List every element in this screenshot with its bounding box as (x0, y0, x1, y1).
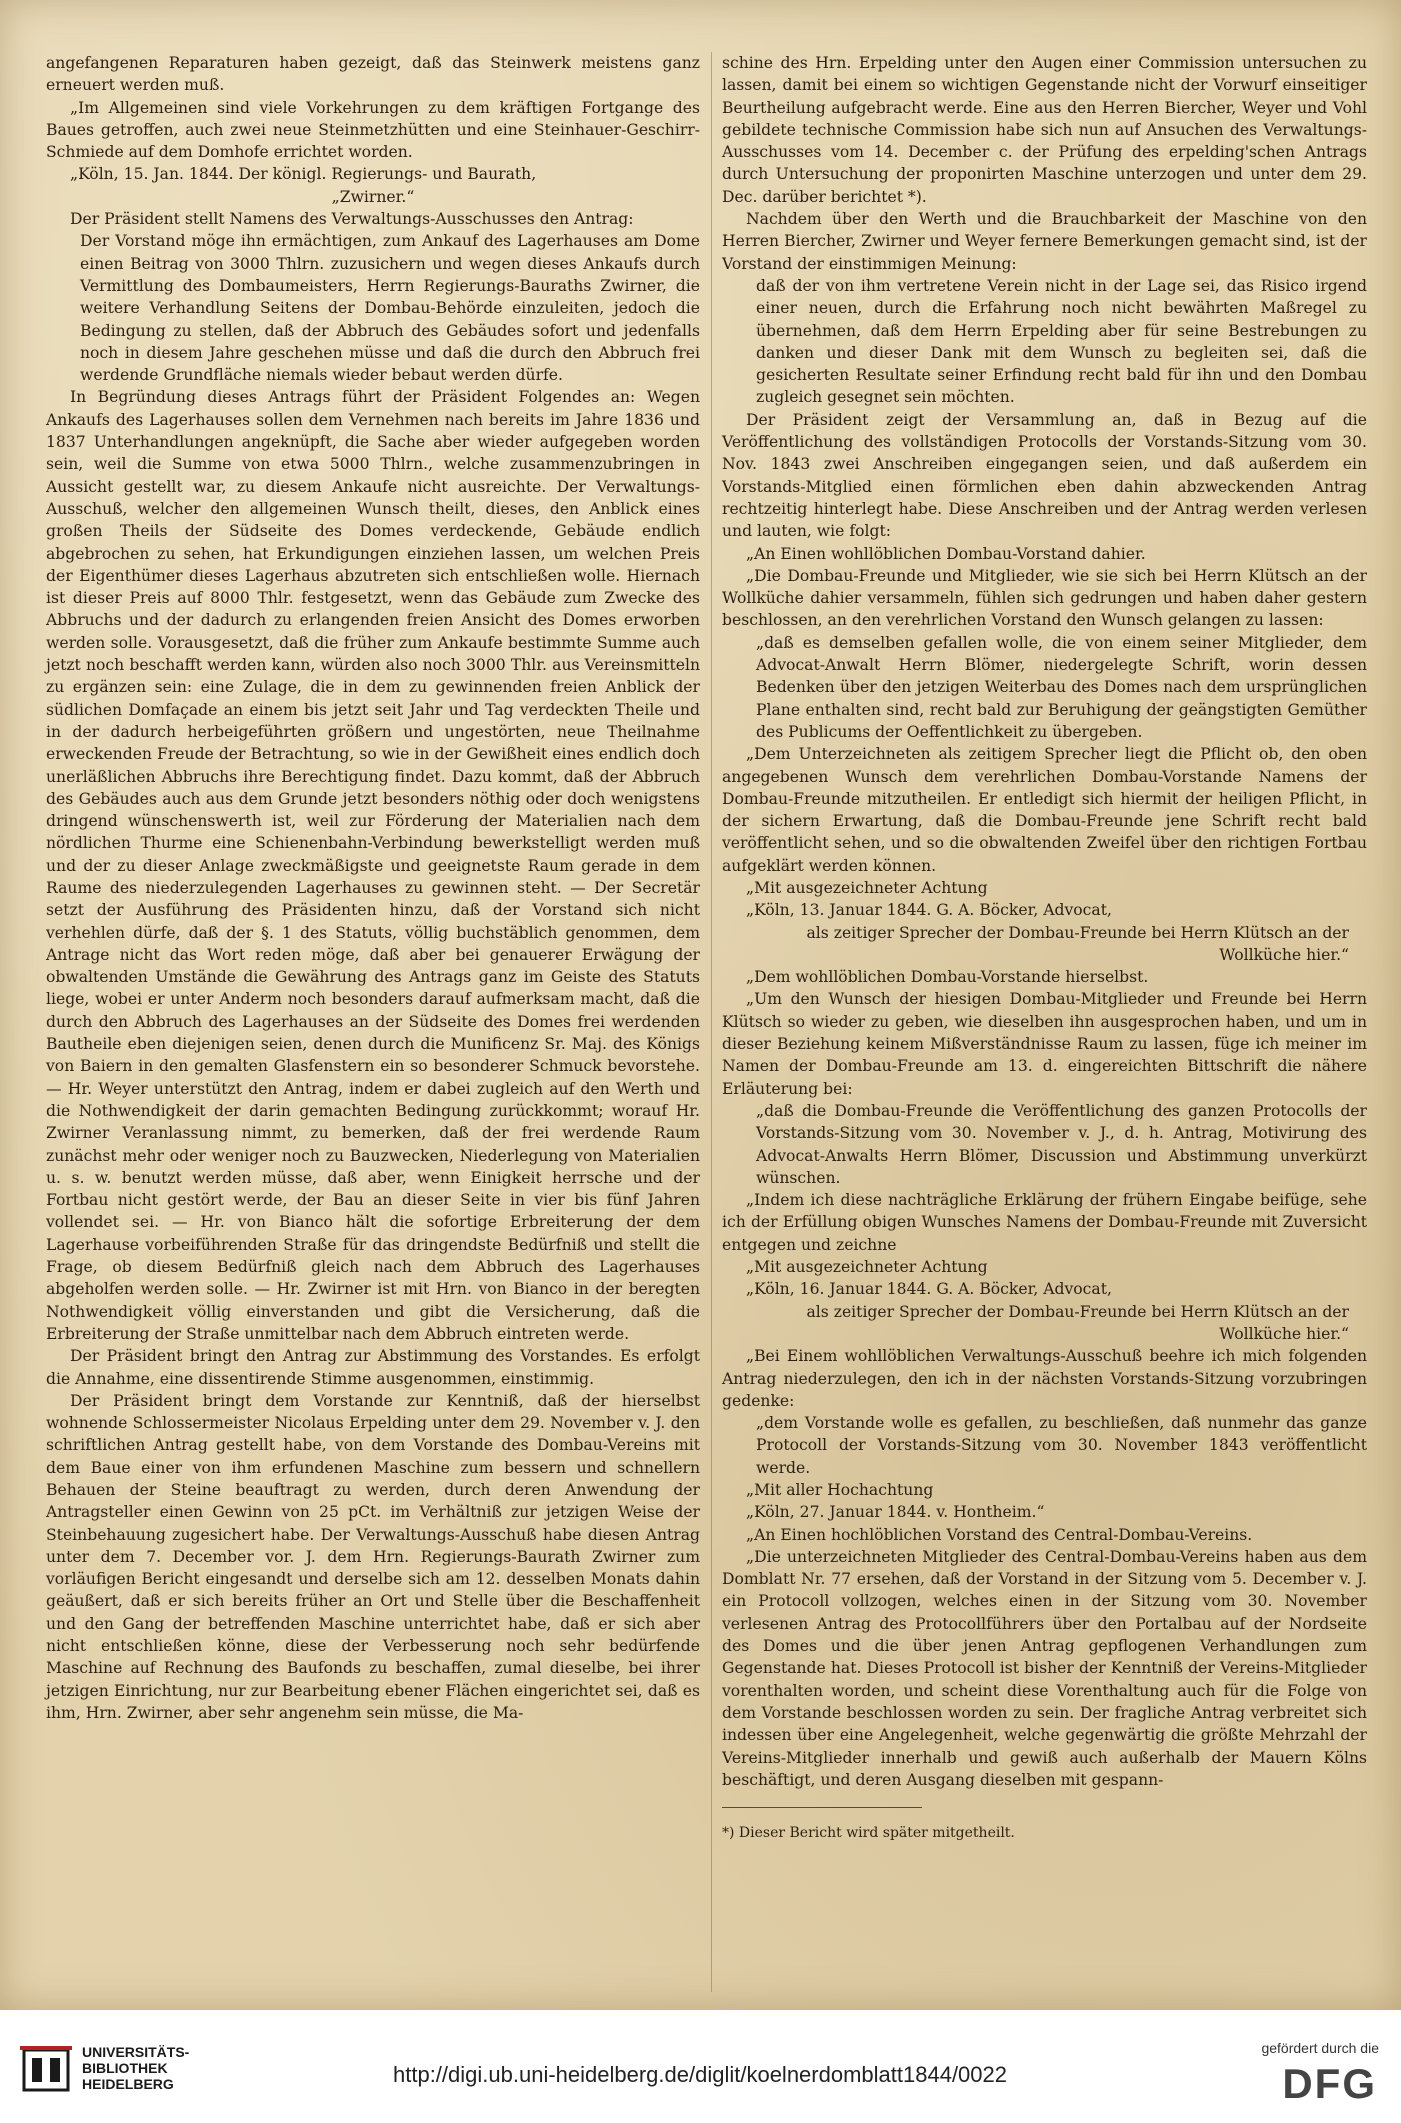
paragraph: „Bei Einem wohllöblichen Verwaltungs-Ausschuß beehre ich mich folgenden Antrag niederzulegen, den ich in der nächsten Vorstands-Sitzung vorzubringen gedenke: (722, 1347, 1367, 1410)
paragraph: „Die Dombau-Freunde und Mitglieder, wie sie sich bei Herrn Klütsch an der Wollküche dahier versammeln, fühlen sich gedrungen und haben daher gestern beschlossen, an den verehrlichen Vorstand den Wunsch gelangen zu lassen: (722, 566, 1367, 630)
funding-label: gefördert durch die (1261, 2040, 1379, 2056)
university-logo-icon (16, 2040, 76, 2100)
paragraph: angefangenen Reparaturen haben gezeigt, daß das Steinwerk meistens ganz erneuert werden muß. (46, 54, 700, 95)
paragraph: Nachdem über den Werth und die Brauchbarkeit der Maschine von den Herren Biercher, Zwirner und Weyer fernere Bemerkungen gemacht sind, ist der Vorstand der einstimmigen Meinung: (722, 210, 1367, 273)
paragraph: „Zwirner.“ (331, 187, 415, 206)
right-column (722, 52, 1367, 1844)
paragraph: „Mit ausgezeichneter Achtung (746, 1258, 988, 1277)
paragraph: als zeitiger Sprecher der Dombau-Freunde bei Herrn Klütsch an der Wollküche hier.“ (806, 1302, 1349, 1343)
paragraph: „An Einen hochlöblichen Vorstand des Central-Dombau-Vereins. (746, 1525, 1253, 1544)
source-url-link[interactable]: http://digi.ub.uni-heidelberg.de/diglit/koelnerdomblatt1844/0022 (393, 2062, 1007, 2087)
university-name (82, 2044, 222, 2092)
paragraph: schine des Hrn. Erpelding unter den Augen einer Commission untersuchen zu lassen, damit bei einem so wichtigen Gegenstande nicht der Vorwurf einseitiger Beurtheilung aufgebracht werde. Eine aus den Herren Biercher, Weyer und Vohl gebildete technische Commission habe sich nun auf Ansuchen des Verwaltungs-Ausschusses vom 14. December c. der Prüfung des erpelding'schen Antrags durch Untersuchung der proponirten Maschine unterzogen und unter dem 29. Dec. darüber berichtet *). (722, 54, 1367, 206)
footer-bar (0, 2010, 1401, 2123)
footnote: *) Dieser Bericht wird später mitgetheilt. (722, 1825, 1015, 1842)
footnote-rule (722, 1807, 922, 1808)
university-name-line-3: HEIDELBERG (82, 2076, 174, 2092)
paragraph: „daß die Dombau-Freunde die Veröffentlichung des ganzen Protocolls der Vorstands-Sitzung vom 30. November v. J., d. h. Antrag, Motivirung des Advocat-Anwalts Herrn Blömer, Discussion und Abstimmung unverkürzt wünschen. (756, 1101, 1367, 1187)
paragraph: „Mit ausgezeichneter Achtung (746, 878, 988, 897)
paragraph: „Dem wohllöblichen Dombau-Vorstande hierselbst. (746, 968, 1149, 987)
paragraph: Der Vorstand möge ihn ermächtigen, zum Ankauf des Lagerhauses am Dome einen Beitrag von 3000 Thlrn. zuzusichern und wegen dieses Ankaufs durch Vermittlung des Dombaumeisters, Herrn Regierungs-Bauraths Zwirner, die weitere Verhandlung Seitens der Dombau-Behörde einzuleiten, jedoch die Bedingung zu stellen, daß der Abbruch des Gebäudes sofort und jedenfalls noch in diesem Jahre geschehen müsse und daß die durch den Abbruch frei werdende Grundfläche niemals wieder bebaut werden dürfe. (80, 232, 700, 385)
paragraph: „Indem ich diese nachträgliche Erklärung der frühern Eingabe beifüge, sehe ich der Erfüllung obigen Wunsches Namens der Dombau-Freunde mit Zuversicht entgegen und zeichne (722, 1191, 1367, 1254)
dfg-logo: DFG (1282, 2060, 1377, 2107)
paragraph: „Die unterzeichneten Mitglieder des Central-Dombau-Vereins haben aus dem Domblatt Nr. 77 ersehen, daß der Vorstand in der Sitzung vom 5. December v. J. ein Protocoll vollzogen, welches einen in der Sitzung vom 30. November verlesenen Antrag des Protocollführers über den Portalbau auf der Nordseite des Domes und die über jenen Antrag gepflogenen Verhandlungen zum Gegenstande hat. Dieses Protocoll ist bisher der Kenntniß der Vereins-Mitglieder vorenthalten worden, und scheint diese Vorenthaltung auch für die Folge von dem Vorstande beschlossen worden zu sein. Der fragliche Antrag verbreitet sich indessen über eine Angelegenheit, welche gegenwärtig die größte Mehrzahl der Vereins-Mitglieder innerhalb und gewiß auch außerhalb der Mauern Kölns beschäftigt, und deren Ausgang dieselben mit gespann- (722, 1547, 1367, 1789)
paragraph: In Begründung dieses Antrags führt der Präsident Folgendes an: Wegen Ankaufs des Lagerhauses sollen dem Vernehmen nach bereits im Jahre 1836 und 1837 Unterhandlungen angeknüpft, die Sache aber wieder aufgegeben worden sein, weil die Summe von etwa 5000 Thlrn., welche zusammenzubringen in Aussicht gestellt war, zu diesem Ankaufe nicht ausreichte. Der Verwaltungs-Ausschuß, welcher den allgemeinen Wunsch theilt, dieses, den Anblick eines großen Theils der Südseite des Domes verdeckende, Gebäude endlich abgebrochen zu sehen, hat Erkundigungen einziehen lassen, um welchen Preis der Eigenthümer dieses Lagerhaus abzutreten sich entschließen wolle. Hiernach ist dieser Preis auf 8000 Thlr. festgesetzt, wenn das Gebäude zum Zwecke des Abbruchs und der dadurch zu erlangenden freien Ansicht des Domes erworben werden solle. Vorausgesetzt, daß die früher zum Ankaufe bestimmte Summe auch jetzt noch beschafft werden kann, würden also noch 3000 Thlr. aus Vereinsmitteln zu ergänzen sein: eine Zulage, die in dem zu gewinnenden freien Anblick der südlichen Domfaçade an einem bis jetzt seit Jahr und Tag verdeckten Theile und in der dadurch herbeigeführten größern und ungestörten, neue Theilnahme erweckenden Freude der Betrachtung, so wie in der Gewißheit eines endlich doch unerläßlichen Abbruchs ihre Berechtigung findet. Dazu kommt, daß der Abbruch des Gebäudes auch aus dem Grunde jetzt besonders nöthig oder doch wenigstens dringend wünschenswerth ist, weil zur Förderung der Materialien nach dem nördlichen Thurme eine Schienenbahn-Verbindung bewerkstelligt werden muß und der zu dieser Anlage zweckmäßigste und geeignetste Raum gerade in dem Raume des niederzulegenden Lagerhauses zu gewinnen steht. — Der Secretär setzt der Ausführung des Präsidenten hinzu, daß der Vorstand sich nicht verhehlen dürfe, daß der §. 1 des Statuts, völlig buchstäblich genommen, dem Antrage nicht das Wort reden möge, daß aber bei genauerer Erwägung der obwaltenden Umstände die Gewährung des Antrags ganz im Geiste des Statuts liege, wobei er unter Anderm noch besonders darauf aufmerksam macht, daß die durch den Abbruch des Lagerhauses an der Südseite des Domes frei werdenden Bautheile eben diejenigen seien, denen durch die Munificenz Sr. Maj. des Königs von Baiern in den gemalten Glasfenstern ein so besonderer Schmuck bevorstehe. — Hr. Weyer unterstützt den Antrag, indem er dabei zugleich auf den Werth und die Nothwendigkeit der darin gemachten Bedingung zurückkommt; worauf Hr. Zwirner Veranlassung nimmt, zu bemerken, daß der frei werdende Raum zunächst mehr oder weniger noch zu Bauzwecken, Niederlegung von Materialien u. s. w. benutzt werden müsse, daß aber, wenn Einigkeit herrsche und der Fortbau nicht gestört werde, der Bau an dieser Seite in vier bis fünf Jahren vollendet sei. — Hr. von Bianco hält die sofortige Erbreiterung der dem Lagerhause vorbeiführenden Straße für das dringendste Bedürfniß und stellt die Frage, ob diesem Bedürfniß gleich nach dem Abbruch des Lagerhauses abgeholfen werden solle. — Hr. Zwirner ist mit Hrn. von Bianco in der beregten Nothwendigkeit völlig einverstanden und gibt die Versicherung, daß die Erbreiterung der Straße unmittelbar nach dem Abbruch eintreten werde. (46, 388, 700, 1343)
paragraph: „Köln, 27. Januar 1844. v. Hontheim.“ (746, 1503, 1045, 1522)
column-divider (711, 52, 712, 1992)
paragraph: „Köln, 13. Januar 1844. G. A. Böcker, Advocat, (746, 901, 1112, 920)
paragraph: „Dem Unterzeichneten als zeitigem Sprecher liegt die Pflicht ob, den oben angegebenen Wunsch dem verehrlichen Dombau-Vorstande Namens der Dombau-Freunde mitzutheilen. Er entledigt sich hiermit der heiligen Pflicht, in der sichern Erwartung, daß die Dombau-Freunde jene Schrift recht bald veröffentlicht sehen, und so die obwaltenden Zweifel über den richtigen Fortbau aufgeklärt werden können. (722, 745, 1367, 875)
paragraph: daß der von ihm vertretene Verein nicht in der Lage sei, das Risico irgend einer neuen, durch die Erfahrung noch nicht bewährten Maßregel zu übernehmen, daß dem Herrn Erpelding aber für seine Bestrebungen zu danken und dieser Dank mit dem Wunsch zu begleiten sei, daß die gesicherten Resultate seiner Erfindung recht bald für ihn und den Dombau zugleich gesegnet sein möchten. (756, 276, 1367, 407)
paragraph: „Mit aller Hochachtung (746, 1481, 934, 1499)
paragraph: Der Präsident zeigt der Versammlung an, daß in Bezug auf die Veröffentlichung des vollständigen Protocolls der Vorstands-Sitzung vom 30. Nov. 1843 zwei Anschreiben eingegangen seien, und daß außerdem ein Vorstands-Mitglied einen förmlichen eben dahin abzweckenden Antrag rechtzeitig hinterlegt habe. Diese Anschreiben und der Antrag werden verlesen und lauten, wie folgt: (722, 410, 1367, 541)
paragraph: „Köln, 16. Januar 1844. G. A. Böcker, Advocat, (746, 1280, 1112, 1299)
paragraph: Der Präsident bringt dem Vorstande zur Kenntniß, daß der hierselbst wohnende Schlossermeister Nicolaus Erpelding unter dem 29. November v. J. den schriftlichen Antrag gestellt habe, von dem Vorstande des Dombau-Vereins mit dem Baue einer von ihm erfundenen Maschine zum bessern und schnellern Behauen der Steine beauftragt zu werden, durch deren Anwendung der Antragsteller einen Gewinn von 25 pCt. im Verhältniß zur jetzigen Weise der Steinbehauung zugesichert habe. Der Verwaltungs-Ausschuß habe diesen Antrag unter dem 7. December vor. J. dem Hrn. Regierungs-Baurath Zwirner zum vorläufigen Bericht eingesandt und derselbe sich am 12. desselben Monats dahin geäußert, daß er sich bereits früher an Ort und Stelle über die Beschaffenheit und den Gang der betreffenden Maschine unterrichtet habe, daß er sich aber nicht entschließen könne, diese der Verbesserung noch sehr bedürfende Maschine auf Rechnung des Baufonds zu beschaffen, zumal dieselbe, bei ihrer jetzigen Einrichtung, nur zur Bearbeitung ebener Flächen eingerichtet sei, daß es ihm, Hrn. Zwirner, aber sehr angenehm sein müsse, die Ma- (46, 1391, 700, 1722)
university-name-line-1: UNIVERSITÄTS- (82, 2044, 190, 2060)
university-name-line-2: BIBLIOTHEK (82, 2060, 168, 2076)
paragraph: „Köln, 15. Jan. 1844. Der königl. Regierungs- und Baurath, (70, 165, 537, 184)
paragraph: Der Präsident stellt Namens des Verwaltungs-Ausschusses den Antrag: (70, 210, 634, 229)
paragraph: als zeitiger Sprecher der Dombau-Freunde bei Herrn Klütsch an der Wollküche hier.“ (806, 923, 1349, 964)
paragraph: „daß es demselben gefallen wolle, die von einem seiner Mitglieder, dem Advocat-Anwalt Herrn Blömer, niedergelegte Schrift, worin dessen Bedenken über den jetzigen Weiterbau des Domes nach dem ursprünglichen Plane enthalten sind, recht bald zur Beruhigung der geängstigten Gemüther des Publicums der Oeffentlichkeit zu übergeben. (756, 633, 1367, 741)
paragraph: „dem Vorstande wolle es gefallen, zu beschließen, daß nunmehr das ganze Protocoll der Vorstands-Sitzung vom 30. November 1843 veröffentlicht werde. (756, 1414, 1367, 1477)
paragraph: Der Präsident bringt den Antrag zur Abstimmung des Vorstandes. Es erfolgt die Annahme, eine dissentirende Stimme ausgenommen, einstimmig. (46, 1347, 700, 1388)
paragraph: „An Einen wohllöblichen Dombau-Vorstand dahier. (746, 544, 1146, 563)
left-column (46, 52, 700, 1724)
paragraph: „Im Allgemeinen sind viele Vorkehrungen zu dem kräftigen Fortgange des Baues getroffen, auch zwei neue Steinmetzhütten und eine Steinhauer-Geschirr-Schmiede auf dem Domhofe errichtet worden. (46, 98, 700, 162)
paragraph: „Um den Wunsch der hiesigen Dombau-Mitglieder und Freunde bei Herrn Klütsch so wieder zu geben, wie dieselben ihn ausgesprochen haben, und um in dieser Beziehung keinem Mißverständnisse Raum zu lassen, füge ich meiner im Namen der Dombau-Freunde am 13. d. eingereichten Bittschrift die nähere Erläuterung bei: (722, 990, 1367, 1098)
